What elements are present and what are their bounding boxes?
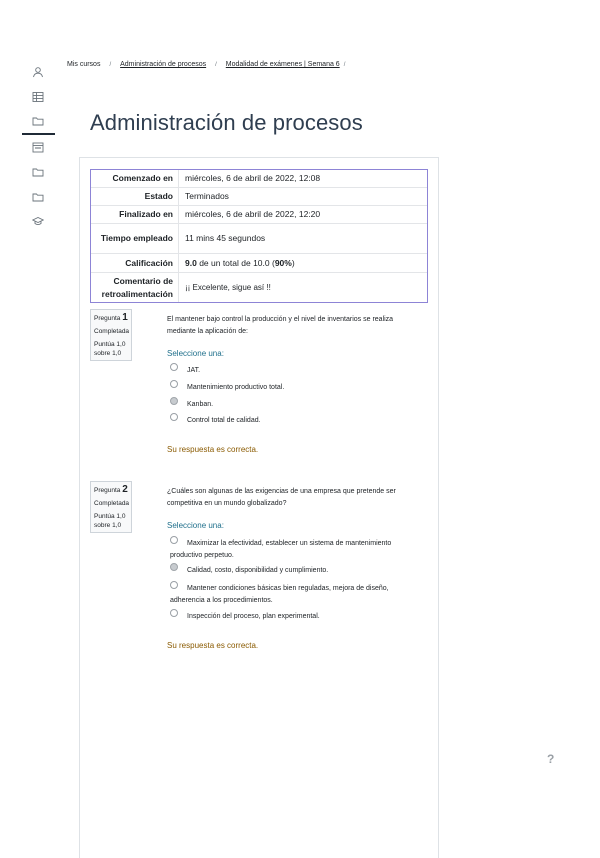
summary-row-started [91,170,427,187]
breadcrumb-separator: / [215,62,217,68]
grade-text: de un total de 10.0 ( [196,257,275,268]
summary-row-grade [91,253,427,272]
answer-prompt: Seleccione una: [167,521,224,530]
calendar-icon[interactable] [31,141,45,153]
answer-option[interactable]: Mantenimiento productivo total. [170,380,425,394]
question-number: Pregunta 2 [94,484,128,495]
page-title: Administración de procesos [90,110,363,135]
answer-option[interactable]: Maximizar la efectividad, establecer un sistema de mantenimiento productivo perpetuo. [170,536,425,561]
summary-label: Tiempo empleado [100,233,173,243]
question-info-box [90,481,132,533]
summary-value: Terminados [178,188,427,205]
breadcrumb-item-course[interactable]: Administración de procesos [120,61,207,68]
summary-label: Estado [144,191,173,201]
radio-button[interactable] [170,363,178,371]
summary-row-time-taken [91,223,427,253]
breadcrumb-item-mis-cursos[interactable]: Mis cursos [67,61,101,68]
summary-value: miércoles, 6 de abril de 2022, 12:08 [178,170,427,187]
help-icon[interactable]: ? [547,752,555,766]
question-score: Puntúa 1,0 sobre 1,0 [94,513,126,529]
breadcrumb-item-section[interactable]: Modalidad de exámenes | Semana 6 [225,61,340,68]
summary-label: Finalizado en [119,209,173,219]
folder-icon[interactable] [31,115,45,127]
breadcrumb-separator: / [109,62,112,68]
answer-option[interactable]: Inspección del proceso, plan experimental. [170,609,425,623]
radio-button[interactable] [170,581,178,589]
radio-button-selected[interactable] [170,563,178,571]
graduation-cap-icon[interactable] [31,215,45,227]
summary-value: ¡¡ Excelente, sigue así !! [178,273,427,302]
question-text: El mantener bajo control la producción y el nivel de inventarios se realiza mediante la aplicación de: [167,316,394,335]
summary-value: 11 mins 45 segundos [178,224,427,253]
attempt-summary-table [90,169,428,303]
question-status: Completada [94,328,130,335]
folder-icon[interactable] [31,191,45,203]
radio-button[interactable] [170,536,178,544]
answer-option[interactable]: JAT. [170,363,425,377]
summary-label: Calificación [125,257,173,268]
answer-option-selected[interactable]: Calidad, costo, disponibilidad y cumplimiento. [170,563,425,577]
answer-option[interactable]: Mantener condiciones básicas bien reguladas, mejora de diseño, adherencia a los procedimientos. [170,581,425,606]
summary-label: Comentario de retroalimentación [101,275,173,299]
summary-row-feedback [91,272,427,302]
folder-icon[interactable] [31,166,45,178]
summary-row-finished [91,205,427,223]
active-indicator [22,133,55,135]
summary-value: miércoles, 6 de abril de 2022, 12:20 [178,206,427,223]
radio-button[interactable] [170,413,178,421]
summary-label: Comenzado en [112,173,173,183]
radio-button[interactable] [170,609,178,617]
summary-row-state [91,187,427,205]
question-info-box [90,309,132,361]
answer-prompt: Seleccione una: [167,349,224,358]
grade-score: 9.0 [185,257,197,268]
left-nav-rail [0,0,56,848]
answer-option[interactable]: Control total de calidad. [170,413,425,427]
radio-button-selected[interactable] [170,397,178,405]
answer-option-selected[interactable]: Kanban. [170,397,425,411]
user-icon[interactable] [31,66,45,78]
grade-percent: 90% [274,257,292,268]
question-number: Pregunta 1 [94,312,128,323]
answer-feedback: Su respuesta es correcta. [167,641,259,650]
breadcrumb [67,61,354,68]
answer-feedback: Su respuesta es correcta. [167,445,259,454]
radio-button[interactable] [170,380,178,388]
breadcrumb-separator: / [343,62,346,68]
grade-text-end: ) [291,257,295,268]
grades-icon[interactable] [31,91,45,103]
summary-value [178,254,427,272]
question-status: Completada [94,500,130,507]
question-score: Puntúa 1,0 sobre 1,0 [94,341,126,357]
question-text: ¿Cuáles son algunas de las exigencias de una empresa que pretende ser competitiva en un mundo globalizado? [167,488,396,507]
